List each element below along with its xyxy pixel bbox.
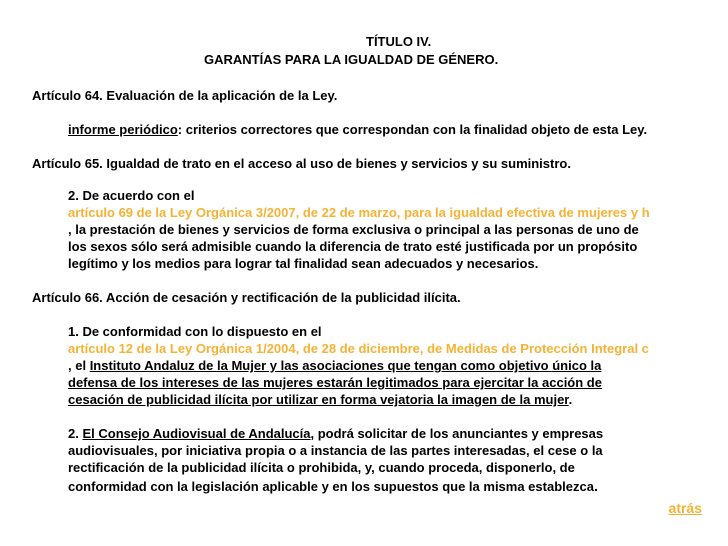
article-65-heading: Artículo 65. Igualdad de trato en el acceso al uso de bienes y servicios y su suministro. [32,156,571,171]
article-66-p1-line-1: 1. De conformidad con lo dispuesto en el [68,324,322,339]
article-65-line-4: los sexos sólo será admisible cuando la diferencia de trato esté justificada por un propósito [68,239,638,254]
title-heading: GARANTÍAS PARA LA IGUALDAD DE GÉNERO. [204,52,499,67]
informe-periodico-link[interactable]: informe periódico [68,122,178,137]
article-66-p2-line-2: audiovisuales, por iniciativa propia o a instancia de las partes interesadas, el cese o la [68,443,603,458]
article-64-rest: : criterios correctores que correspondan con la finalidad objeto de esta Ley. [177,122,648,137]
article-66-p1-line-4 [68,375,602,390]
article-66-reference-link[interactable]: artículo 12 de la Ley Orgánica 1/2004, de 28 de diciembre, de Medidas de Protección Integral c [68,341,649,356]
instituto-andaluz-link-cont[interactable]: defensa de los intereses de las mujeres estarán legitimados para ejercitar la acción de [68,375,602,390]
article-65-line-1: 2. De acuerdo con el [68,188,195,203]
article-66-p1-period: . [568,392,573,407]
back-link[interactable]: atrás [668,500,702,516]
article-64-text [68,122,647,137]
article-66-p2-prefix: 2. [68,426,83,441]
article-66-p1-prefix: , el [68,358,90,373]
article-66-p2-period: . [593,478,598,494]
article-66-p2-rest: , podrá solicitar de los anunciantes y empresas [310,426,604,441]
article-66-p1-line-5 [68,392,572,407]
article-66-p2-line-1 [68,426,603,441]
instituto-andaluz-link-end[interactable]: cesación de publicidad ilícita por utilizar en forma vejatoria la imagen de la mujer [68,392,569,407]
article-66-p2-line-3: rectificación de la publicidad ilícita o prohibida, y, cuando proceda, disponerlo, de [68,460,575,475]
instituto-andaluz-link[interactable]: Instituto Andaluz de la Mujer y las asociaciones que tengan como objetivo único la [89,358,602,373]
article-64-heading: Artículo 64. Evaluación de la aplicación de la Ley. [32,88,338,103]
article-65-line-5: legítimo y los medios para lograr tal finalidad sean adecuados y necesarios. [68,256,539,271]
article-65-reference-link[interactable]: artículo 69 de la Ley Orgánica 3/2007, de 22 de marzo, para la igualdad efectiva de mujeres y h [68,205,650,220]
article-66-p2-line-4-text: conformidad con la legislación aplicable y en los supuestos que la misma establezca [68,479,594,494]
article-66-heading: Artículo 66. Acción de cesación y rectificación de la publicidad ilícita. [32,290,461,305]
title-number: TÍTULO IV. [366,34,432,49]
article-66-p2-line-4 [68,478,598,494]
article-65-line-3: , la prestación de bienes y servicios de forma exclusiva o principal a las personas de uno de [68,222,639,237]
consejo-audiovisual-link[interactable]: El Consejo Audiovisual de Andalucía [82,426,311,441]
article-66-p1-line-3 [68,358,601,373]
